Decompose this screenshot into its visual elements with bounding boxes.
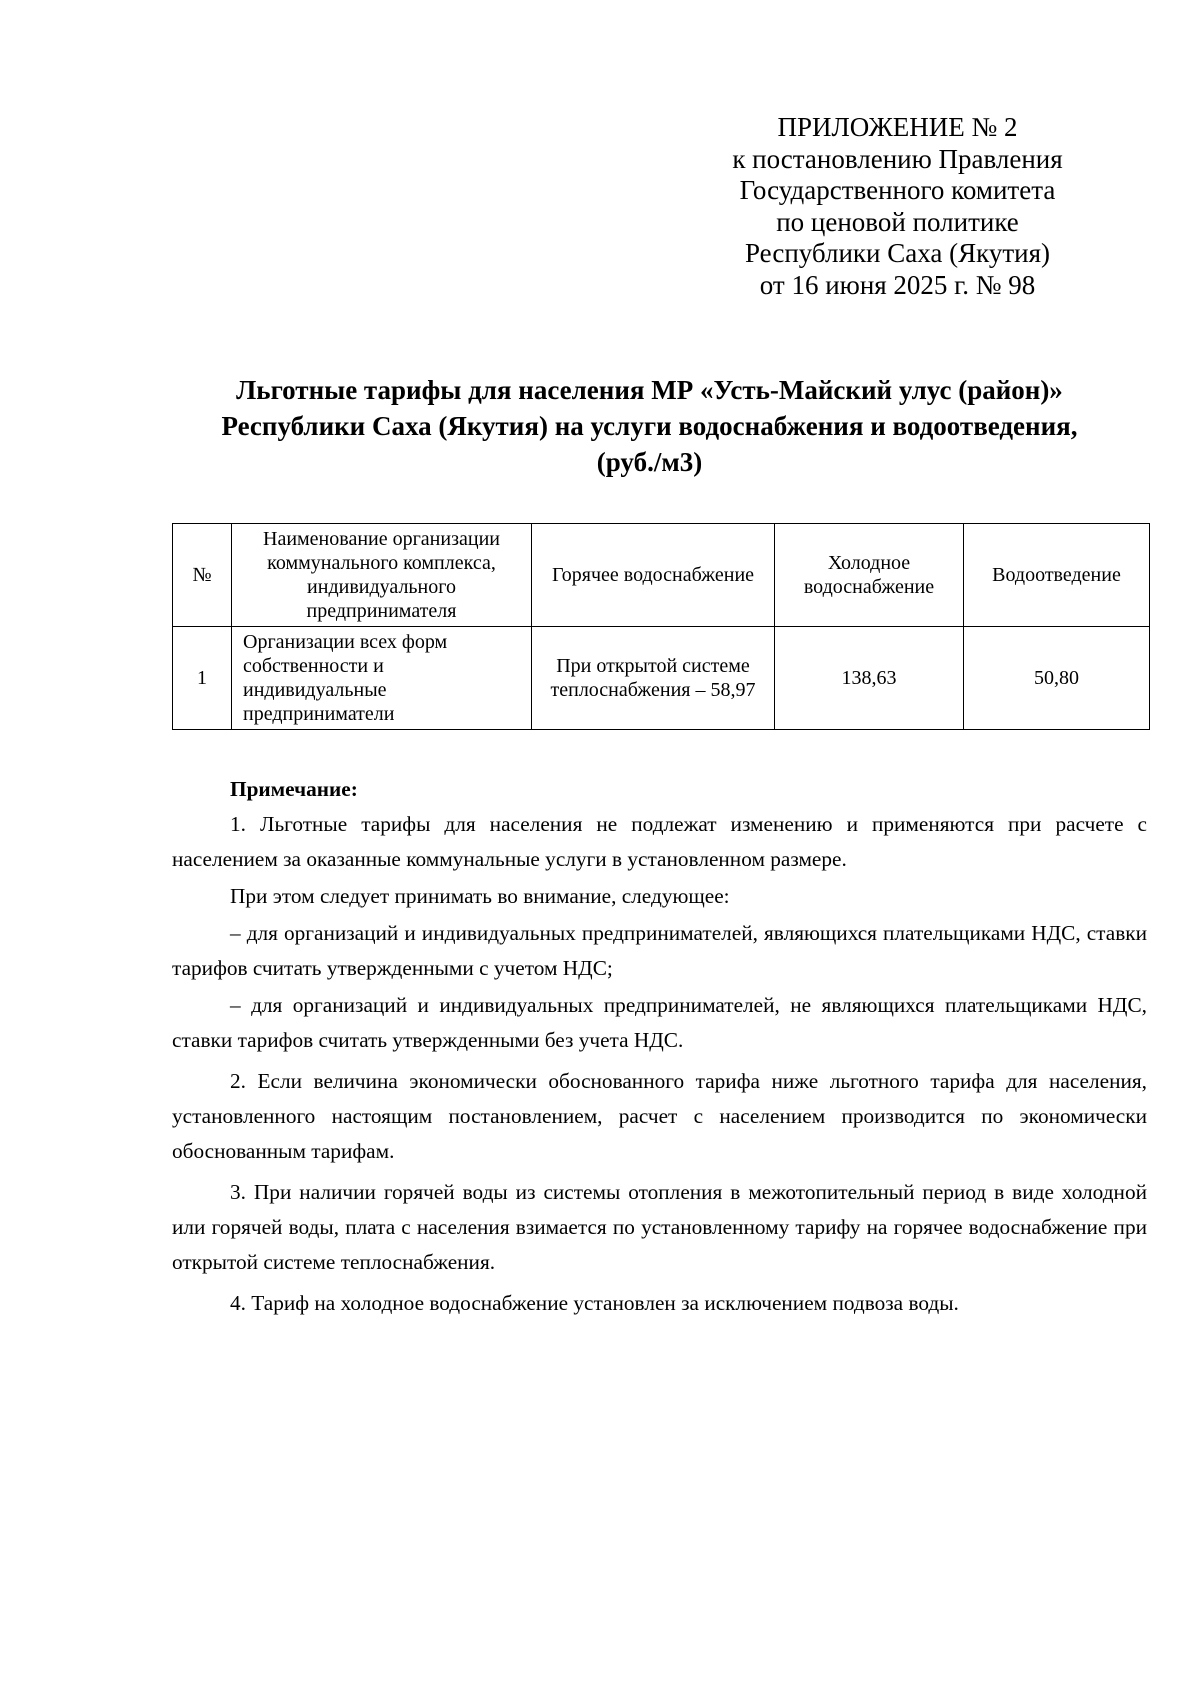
appendix-line: по ценовой политике	[776, 206, 1019, 237]
note-paragraph: 3. При наличии горячей воды из системы отопления в межотопительный период в виде холодной или горячей воды, плата с населения взимается по установленному тарифу на горячее водоснабжение при открытой системе теплоснабжения.	[172, 1180, 1147, 1274]
title-line: Льготные тарифы для населения МР «Усть-Майский улус (район)»	[236, 375, 1063, 405]
note-paragraph: – для организаций и индивидуальных предпринимателей, не являющихся плательщиками НДС, ставки тарифов считать утвержденными без учета НДС.	[172, 993, 1147, 1052]
header-cold-water: Холодное водоснабжение	[775, 524, 964, 627]
notes-heading: Примечание:	[230, 777, 358, 801]
document-title	[172, 372, 1127, 480]
title-line: (руб./м3)	[596, 447, 703, 477]
appendix-line: Республики Саха (Якутия)	[745, 238, 1050, 269]
title-line: Республики Саха (Якутия) на услуги водоснабжения и водоотведения,	[221, 411, 1078, 441]
appendix-line: от 16 июня 2025 г. № 98	[759, 269, 1036, 300]
header-hot-water: Горячее водоснабжение	[532, 524, 775, 627]
appendix-line: Государственного комитета	[739, 175, 1056, 206]
tariffs-table	[172, 523, 1150, 730]
appendix-line: к постановлению Правления	[732, 143, 1063, 174]
header-number: №	[173, 524, 232, 627]
note-paragraph: 4. Тариф на холодное водоснабжение установлен за исключением подвоза воды.	[230, 1291, 959, 1315]
note-paragraph: 2. Если величина экономически обоснованного тарифа ниже льготного тарифа для населения, установленного настоящим постановлением, расчет с населением производится по экономически обоснованным тарифам.	[172, 1069, 1147, 1163]
cell-drainage: 50,80	[964, 627, 1150, 730]
appendix-block	[700, 112, 1095, 302]
cell-hot-water: При открытой системе теплоснабжения – 58,97	[532, 627, 775, 730]
header-organization: Наименование организации коммунального комплекса, индивидуального предпринимателя	[232, 524, 532, 627]
appendix-line: ПРИЛОЖЕНИЕ № 2	[777, 112, 1018, 142]
header-drainage: Водоотведение	[964, 524, 1150, 627]
note-paragraph: – для организаций и индивидуальных предпринимателей, являющихся плательщиками НДС, ставки тарифов считать утвержденными с учетом НДС;	[172, 921, 1147, 980]
note-paragraph: 1. Льготные тарифы для населения не подлежат изменению и применяются при расчете с населением за оказанные коммунальные услуги в установленном размере.	[172, 812, 1147, 871]
cell-organization: Организации всех форм собственности и индивидуальные предприниматели	[232, 627, 532, 730]
notes-section	[172, 772, 1147, 1323]
cell-number: 1	[173, 627, 232, 730]
table-header-row	[173, 524, 1150, 627]
table-row	[173, 627, 1150, 730]
note-paragraph: При этом следует принимать во внимание, следующее:	[230, 884, 730, 908]
cell-cold-water: 138,63	[775, 627, 964, 730]
